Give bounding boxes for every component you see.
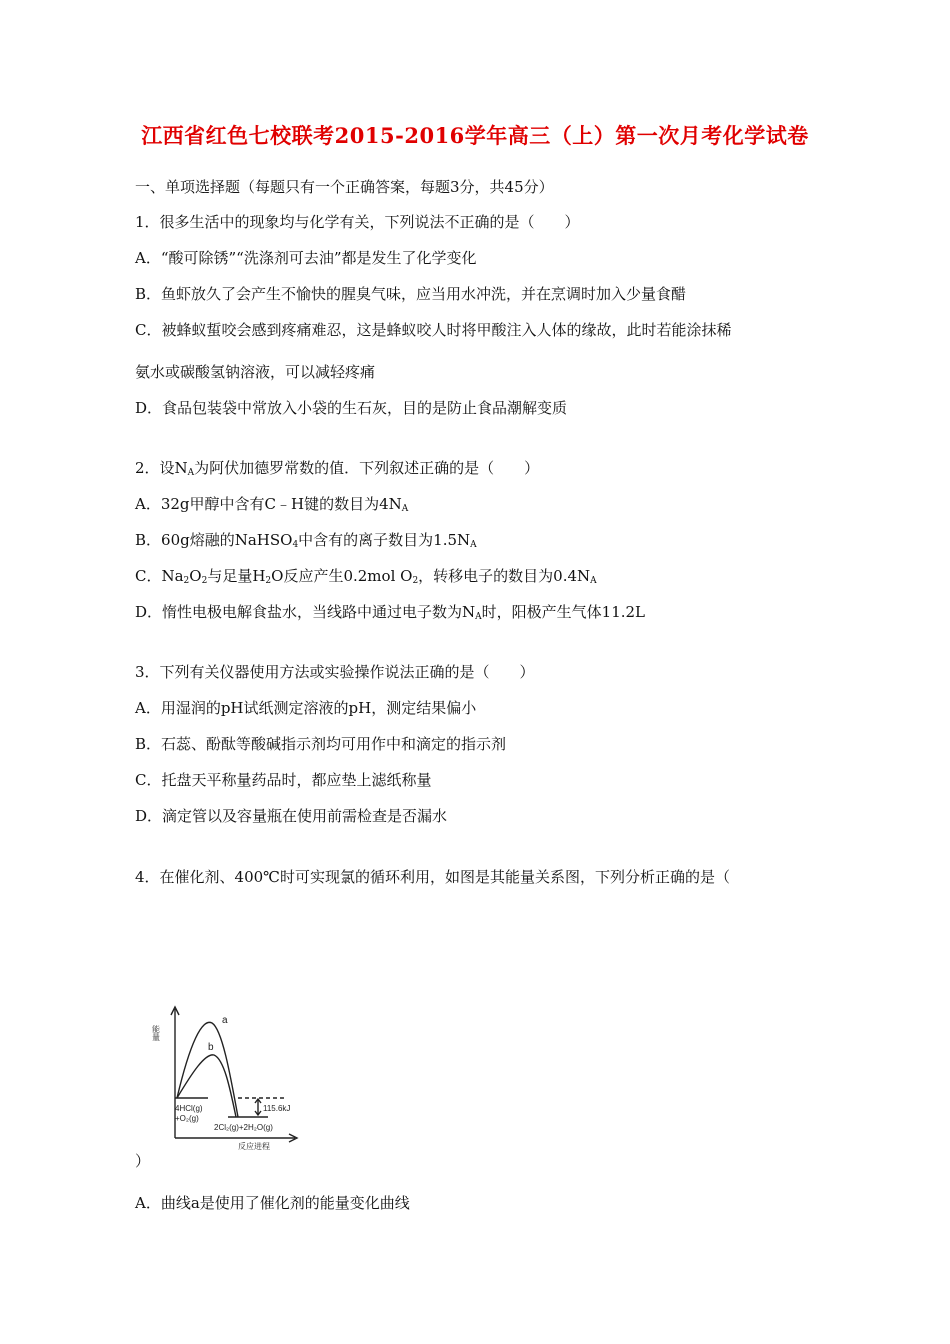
q3-stem: 3．下列有关仪器使用方法或实验操作说法正确的是（ ） — [135, 663, 535, 681]
q4-stem-close: ） — [135, 1152, 151, 1170]
q1-stem: 1．很多生活中的现象均与化学有关，下列说法不正确的是（ ） — [135, 213, 580, 231]
q3-option-d: D．滴定管以及容量瓶在使用前需检查是否漏水 — [135, 807, 448, 825]
x-axis-label: 反应进程 — [238, 1142, 270, 1151]
q3-option-b: B．石蕊、酚酞等酸碱指示剂均可用作中和滴定的指示剂 — [135, 735, 507, 753]
q4-stem: 4．在催化剂、400℃时可实现氯的循环利用，如图是其能量关系图，下列分析正确的是（ — [135, 868, 730, 886]
curve-a-label: a — [222, 1015, 228, 1026]
section-heading: 一、单项选择题（每题只有一个正确答案，每题3分，共45分） — [135, 178, 554, 196]
page-title: 江西省红色七校联考2015-2016学年高三（上）第一次月考化学试卷 — [141, 123, 809, 148]
product-label: 2Cl₂(g)+2H₂O(g) — [214, 1123, 273, 1132]
q1-option-a: A．“酸可除锈”“洗涤剂可去油”都是发生了化学变化 — [135, 249, 477, 267]
q2-option-c: C．$Na_2O_2$与足量$H_2O$反应产生0.2mol $O_2$，转移电子的数目为$0.4N_A$ — [135, 567, 597, 586]
q1-option-c: C．被蜂蚁蜇咬会感到疼痛难忍，这是蜂蚁咬人时将甲酸注入人体的缘故，此时若能涂抹稀 — [135, 321, 732, 339]
q1-option-d: D．食品包装袋中常放入小袋的生石灰，目的是防止食品潮解变质 — [135, 399, 568, 417]
q2-option-a: A．32g甲醇中含有C﹣H键的数目为$4N_A$ — [135, 495, 409, 514]
q1-option-c-cont: 氨水或碳酸氢钠溶液，可以减轻疼痛 — [135, 363, 376, 381]
energy-diagram — [150, 1003, 310, 1153]
reactant-label-2: +O₂(g) — [175, 1114, 199, 1123]
q1-option-b: B．鱼虾放久了会产生不愉快的腥臭气味，应当用水冲洗，并在烹调时加入少量食醋 — [135, 285, 687, 303]
q3-option-c: C．托盘天平称量药品时，都应垫上滤纸称量 — [135, 771, 432, 789]
curve-b-label: b — [208, 1042, 214, 1053]
q3-option-a: A．用湿润的pH试纸测定溶液的pH，测定结果偏小 — [135, 699, 477, 717]
q2-stem: 2．设$N_A$为阿伏加德罗常数的值．下列叙述正确的是（ ） — [135, 459, 540, 478]
reactant-label-1: 4HCl(g) — [175, 1104, 203, 1113]
y-axis-label-1: 能量 — [151, 1025, 161, 1041]
q4-option-a: A．曲线a是使用了催化剂的能量变化曲线 — [135, 1194, 410, 1212]
curve-a — [177, 1022, 238, 1117]
q2-option-d: D．惰性电极电解食盐水，当线路中通过电子数为$N_A$时，阳极产生气体11.2L — [135, 603, 646, 622]
delta-label: 115.6kJ — [263, 1104, 291, 1113]
q2-option-b: B．60g熔融的NaHSO$_4$中含有的离子数目为$1.5N_A$ — [135, 531, 477, 550]
